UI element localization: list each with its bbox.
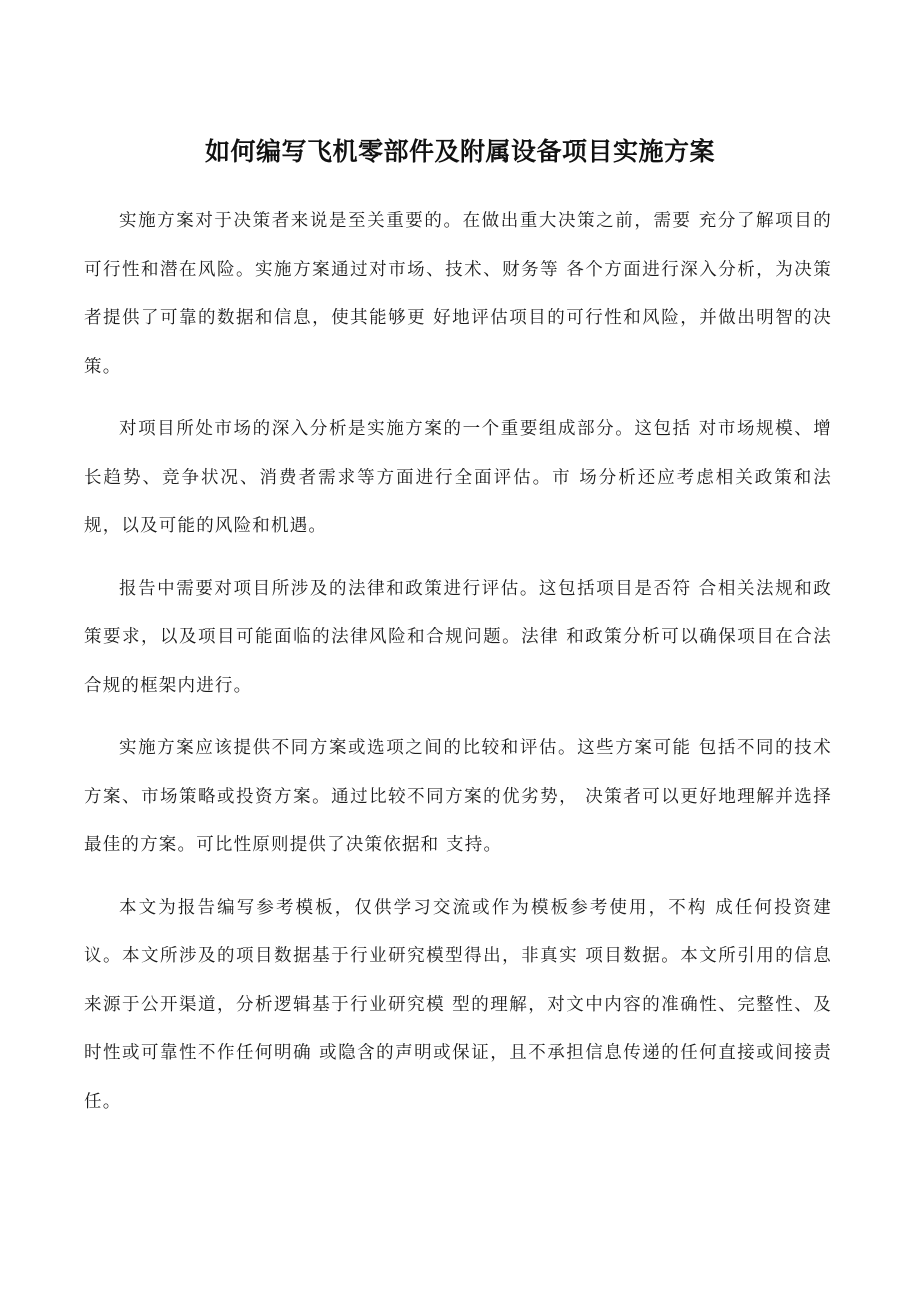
paragraph-market-analysis: 对项目所处市场的深入分析是实施方案的一个重要组成部分。这包括 对市场规模、增长趋势、竞争状况、消费者需求等方面进行全面评估。市 场分析还应考虑相关政策和法规，以及可能的风险和机遇。 <box>84 419 832 536</box>
paragraph-option-comparison: 实施方案应该提供不同方案或选项之间的比较和评估。这些方案可能 包括不同的技术方案、市场策略或投资方案。通过比较不同方案的优劣势， 决策者可以更好地理解并选择最佳的方案。可比性原则提供了决策依据和 支持。 <box>84 738 832 855</box>
document-title: 如何编写飞机零部件及附属设备项目实施方案 <box>204 137 715 166</box>
document-body <box>84 197 832 1140</box>
paragraph-disclaimer: 本文为报告编写参考模板，仅供学习交流或作为模板参考使用，不构 成任何投资建议。本文所涉及的项目数据基于行业研究模型得出，非真实 项目数据。本文所引用的信息来源于公开渠道，分析逻辑基于行业研究模 型的理解，对文中内容的准确性、完整性、及时性或可靠性不作任何明确 或隐含的声明或保证，且不承担信息传递的任何直接或间接责任。 <box>84 897 832 1112</box>
paragraph-legal-policy: 报告中需要对项目所涉及的法律和政策进行评估。这包括项目是否符 合相关法规和政策要求，以及项目可能面临的法律风险和合规问题。法律 和政策分析可以确保项目在合法合规的框架内进行。 <box>84 578 832 696</box>
paragraph-intro: 实施方案对于决策者来说是至关重要的。在做出重大决策之前，需要 充分了解项目的可行性和潜在风险。实施方案通过对市场、技术、财务等 各个方面进行深入分析，为决策者提供了可靠的数据和信息，使其能够更 好地评估项目的可行性和风险，并做出明智的决策。 <box>84 211 832 377</box>
